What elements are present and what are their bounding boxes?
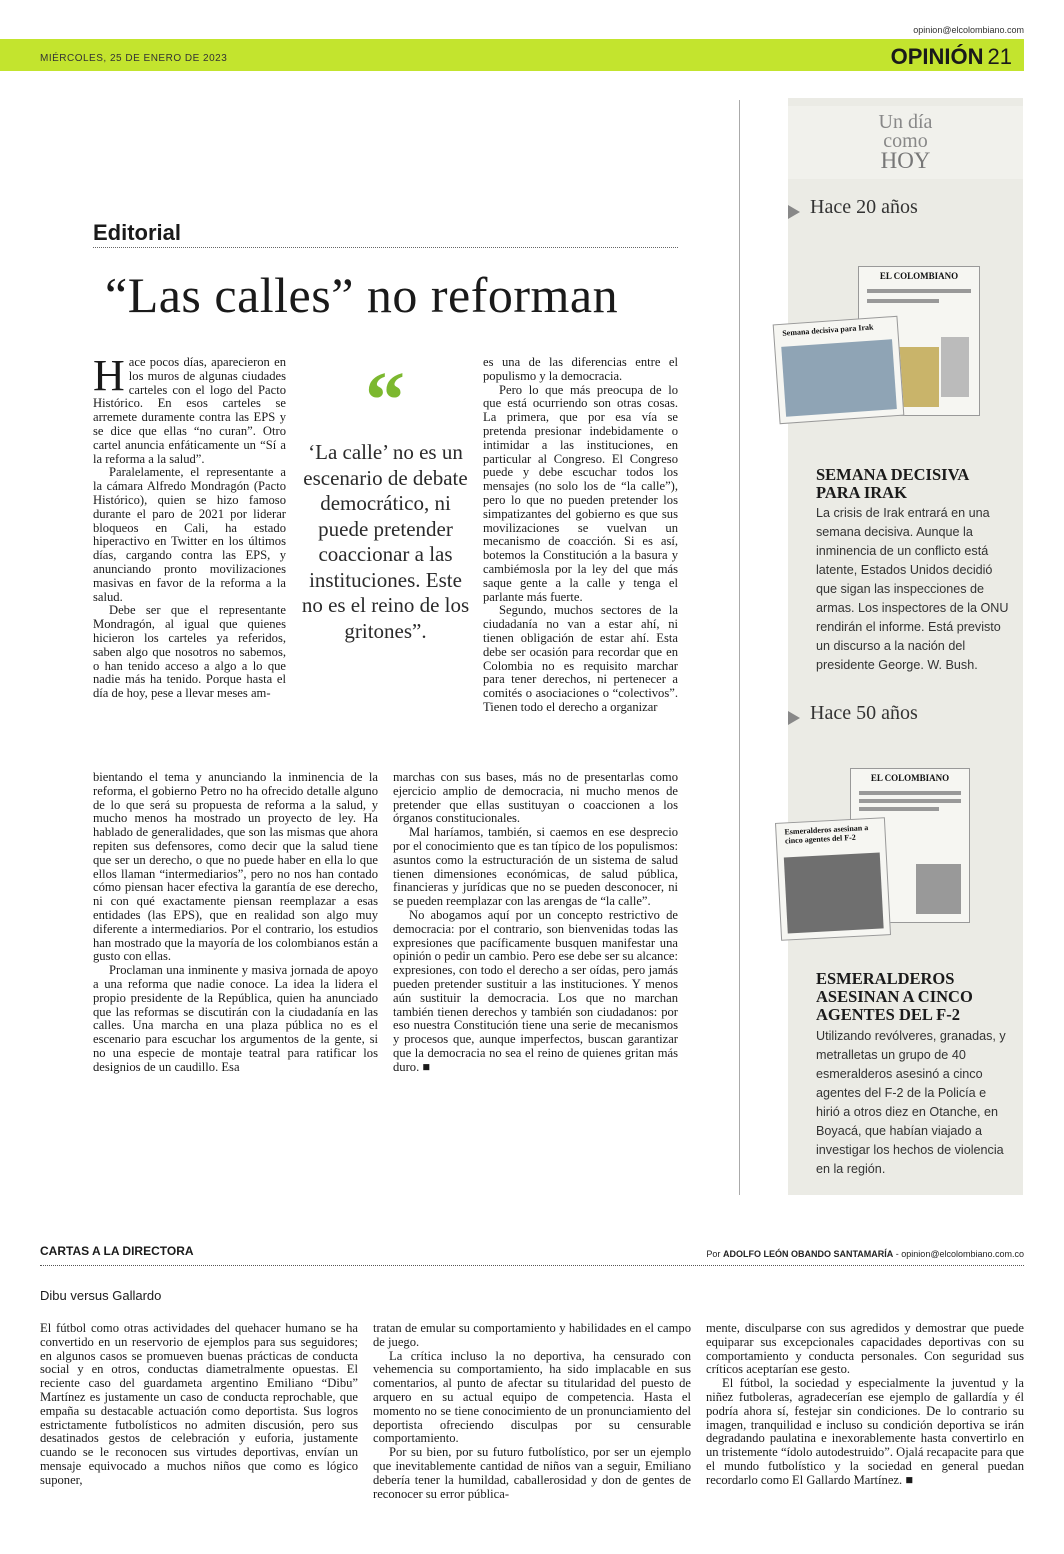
newspaper-clip-1973 bbox=[775, 817, 891, 941]
cartas-divider bbox=[40, 1265, 1024, 1266]
cartas-byline bbox=[706, 1249, 1024, 1259]
paper-masthead: EL COLOMBIANO bbox=[879, 271, 959, 281]
byline-email: - opinion@elcolombiano.com.co bbox=[895, 1249, 1024, 1259]
sidebar-title-line: como bbox=[883, 130, 928, 152]
pull-quote: ‘La calle’ no es un escenario de debate democrático, ni puede pretender coaccionar a las instituciones. Este no es el reino de los gritones”. bbox=[301, 440, 470, 643]
paragraph: Debe ser que el representante Mondragón, al igual que quienes hicieron los carteles ya referidos, saben algo que nosotros no sabemos, o han tenido acceso a algo a lo que nadie más ha tenido. Porque hasta el día de hoy, pese a llevar meses am- bbox=[93, 603, 286, 701]
paragraph: mente, disculparse con sus agredidos y demostrar que puede equiparar sus excepcionales capacidades deportivas con su comportamiento y conducta personales. Con seguridad sus críticos aceptarían ese gesto. bbox=[706, 1321, 1024, 1377]
paragraph: El fútbol, la sociedad y especialmente la juventud y la niñez futboleras, agradecerían ese ejemplo de gallardía y él podría ahora sí, festejar sin condiciones. De lo contrario su imagen, tranquilidad e incluso su condición deportiva se irán degradando paulatina e inexorablemente hasta convertirlo en un tristemente “ídolo autodestruido”. Ojalá recapacite para que el mundo futbolístico y la sociedad en general puedan recordarlo como El Gallardo Martínez. ■ bbox=[706, 1376, 1024, 1487]
paragraph: tratan de emular su comportamiento y habilidades en el campo de juego. bbox=[373, 1321, 691, 1349]
quote-mark-icon: “ bbox=[365, 357, 405, 445]
editorial-headline: “Las calles” no reforman bbox=[105, 267, 619, 323]
paragraph: Segundo, muchos sectores de la ciudadanía no van a estar ahí, ni tienen obligación de estar ahí. Esta debe ser ocasión para recordar que en Colombia no es requisito marchar para tener derechos, ni pertenecer a comités o asociaciones o “colectivos”. Tienen todo el derecho a organizar bbox=[483, 603, 678, 714]
header-email: opinion@elcolombiano.com bbox=[913, 25, 1024, 35]
item2-body: Utilizando revólveres, granadas, y metralletas un grupo de 40 esmeralderos asesinó a cinco agentes del F-2 de la Policía e hirió a otros diez en Otanche, en Boyacá, que habían viajado a investigar los hechos de violencia en la región. bbox=[816, 1029, 1006, 1176]
paragraph: El fútbol como otras actividades del quehacer humano se ha convertido en un reservorio de ejemplos para sus seguidores; en algunos casos se promueven buenas prácticas de conducta social y en otros, conductas diametralmente opuestas. El reciente caso del guardameta argentino Emiliano “Dibu” Martínez es justamente un caso de conducta reprochable, que empaña su destacable actuación como deportista. Sus logros estrictamente futbolísticos no admiten discusión, pero sus desatinados gestos de celebración y euforia, justamente cuando se le reconocen sus virtudes deportivas, envían un mensaje equivocado a muchos niños que como es lógico suponer, bbox=[40, 1321, 358, 1487]
paragraph: Proclaman una inminente y masiva jornada de apoyo a una reforma que nadie conoce. La idea la lidera el propio presidente de la República, quien ha anunciado que las reformas se discutirán con la ciudadanía en las calles. Una marcha en una plaza pública no es el escenario para escuchar los argumentos de la gente, si no una especie de montaje teatral para ratificar los designios de un caudillo. Esa bbox=[93, 963, 378, 1074]
people-photo-icon bbox=[784, 853, 884, 934]
item1-body: La crisis de Irak entrará en una semana decisiva. Aunque la inminencia de un conflicto está latente, Estados Unidos decidió que sigan las inspecciones de armas. Los inspectores de la ONU rendirán el informe. Está previsto un discurso a la nación del presidente George. W. Bush. bbox=[816, 506, 1009, 672]
hace-20-label: Hace 20 años bbox=[810, 196, 918, 218]
city-photo-icon bbox=[781, 339, 897, 417]
sidebar-title bbox=[788, 106, 1023, 179]
paper-masthead: EL COLOMBIANO bbox=[870, 773, 950, 783]
editorial-kicker: Editorial bbox=[93, 220, 182, 245]
drop-cap: H bbox=[93, 351, 125, 400]
paragraph: Paralelamente, el representante a la cámara Alfredo Mondragón (Pacto Histórico), quien se hizo famoso durante el paro de 2021 por liderar bloqueos en Cali, ha estado hiperactivo en Twitter en los últimos días, cargando contra las EPS, y anunciando pronto movilizaciones masivas en favor de la reforma a la salud. bbox=[93, 465, 286, 604]
paragraph: es una de las diferencias entre el populismo y la democracia. bbox=[483, 355, 678, 383]
paragraph: marchas con sus bases, más no de presentarlas como ejercicio amplio de democracia, ni mucho menos de pretender que ellas sustituyan o coaccionen a los órganos constitucionales. bbox=[393, 770, 678, 826]
kicker-divider bbox=[93, 247, 678, 248]
page-number: 21 bbox=[987, 44, 1012, 69]
paragraph: La crítica incluso la no deportiva, ha censurado con vehemencia su comportamiento, ha sido implacable en sus comentarios, al punto de afectar su titularidad del puesto de arquero en su actual equipo de competencia. Hasta el momento no se tiene conocimiento de un pronunciamiento del deportista ofreciendo disculpas por su censurable comportamiento. bbox=[373, 1348, 691, 1446]
column-divider bbox=[739, 100, 740, 1195]
letter-column-1 bbox=[40, 1322, 358, 1488]
newspaper-clip-2003 bbox=[773, 316, 905, 424]
paragraph: bientando el tema y anunciando la inminencia de la reforma, el gobierno Petro no ha ofrecido detalle alguno de lo que será su propuesta de reforma a la salud, y mucho menos ha mostrado un proyecto de ley. Ha hablado de generalidades, que son las mismas que ahora repiten sus defensores, como decir que la salud tiene que ser un derecho, o que no puede haber en ella lo que ellos llaman “intermediarios”, pero no nos han contado cómo piensan hacer efectiva la garantía de ese derecho, ni con qué exactamente piensan reemplazar a esas entidades (las EPS), que en realidad son algo muy diferente a intermediarios. Por el contrario, los estudios han mostrado que la mayoría de los colombianos están a gusto con ellas. bbox=[93, 770, 378, 964]
issue-date: MIÉRCOLES, 25 DE ENERO DE 2023 bbox=[40, 53, 228, 64]
item1-heading: SEMANA DECISIVA PARA IRAK bbox=[816, 465, 969, 502]
photo-icon bbox=[916, 864, 961, 914]
paragraph: ace pocos días, aparecieron en los muros de algunas ciudades carteles con el logo del Pacto Histórico. En esos carteles se arremete duramente contra las EPS y se dice que ellas “no curan”. Otro cartel anuncia enfáticamente un “Sí a la reforma a la salud”. bbox=[93, 355, 286, 466]
byline-author: ADOLFO LEÓN OBANDO SANTAMARÍA bbox=[722, 1249, 894, 1259]
editorial-column-1 bbox=[93, 351, 286, 701]
section-header-bar bbox=[0, 39, 1024, 71]
editorial-lower-right bbox=[393, 771, 678, 1075]
sidebar-title-hoy: HOY bbox=[880, 148, 931, 173]
section-title: OPINIÓN bbox=[890, 44, 984, 69]
hace-50-label: Hace 50 años bbox=[810, 702, 918, 724]
clip-headline: Semana decisiva para Irak bbox=[781, 322, 874, 338]
item2-heading: ESMERALDEROS ASESINAN A CINCO AGENTES DEL F-2 bbox=[816, 969, 973, 1024]
paragraph: Por su bien, por su futuro futbolístico, por ser un ejemplo que inevitablemente cantidad de niños van a seguir, Emiliano debería tener la humildad, caballerosidad y don de gentes de reconocer su error pública- bbox=[373, 1445, 691, 1501]
cartas-section-label: CARTAS A LA DIRECTORA bbox=[40, 1244, 194, 1258]
letter-column-2 bbox=[373, 1322, 691, 1501]
clip-headline: Esmeralderos asesinan a cinco agentes del F-2 bbox=[784, 823, 869, 846]
paragraph: No abogamos aquí por un concepto restrictivo de democracia: por el contrario, son bienvenidas todas las expresiones que pacíficamente busquen manifestar una opinión o pedir un cambio. Pero ese debe ser su alcance: expresiones, con todo el derecho a ser oídas, pero jamás pueden pretender sustituir a las instituciones. Y menos aún sustituir la democracia. Los que no marchan también tienen derechos y también son ciudadanos: por eso nuestra Constitución tiene una serie de mecanismos y procesos que, aunque imperfectos, buscan garantizar que la democracia no sea el reino de quienes gritan más duro. ■ bbox=[393, 907, 679, 1074]
editorial-lower-left bbox=[93, 771, 378, 1075]
byline-prefix: Por bbox=[706, 1249, 721, 1259]
letter-title: Dibu versus Gallardo bbox=[40, 1288, 162, 1303]
section-name bbox=[891, 44, 1012, 70]
editorial-column-3 bbox=[483, 356, 678, 715]
letter-column-3 bbox=[706, 1322, 1024, 1488]
un-dia-como-hoy-sidebar bbox=[781, 98, 1023, 1195]
paragraph: Mal haríamos, también, si caemos en ese desprecio por el conocimiento que es tan típico de los populismos: asuntos como la estructuración de un sistema de salud tienen dimensiones económicas, de salud pública, financieras y jurídicas que no se pueden desconocer, ni se pueden reemplazar con las arengas de “la calle”. bbox=[393, 825, 678, 909]
sidebar-title-line: Un día bbox=[878, 111, 933, 133]
paragraph: Pero lo que más preocupa de lo que está ocurriendo son otras cosas. La primera, que por esa vía se pretenda presionar indebidamente o intimidar a las instituciones, en particular al Congreso. El Congreso puede y debe escuchar todos los mensajes (no solo los de “la calle”), pero lo que no pueden pretender los simpatizantes del gobierno es que sus movilizaciones se vuelvan un mecanismo de coacción. Si es así, botemos la Constitución a la basura y cambiémosla por la ley del que más saque gente a la calle y tenga el parlante más fuerte. bbox=[483, 382, 678, 604]
